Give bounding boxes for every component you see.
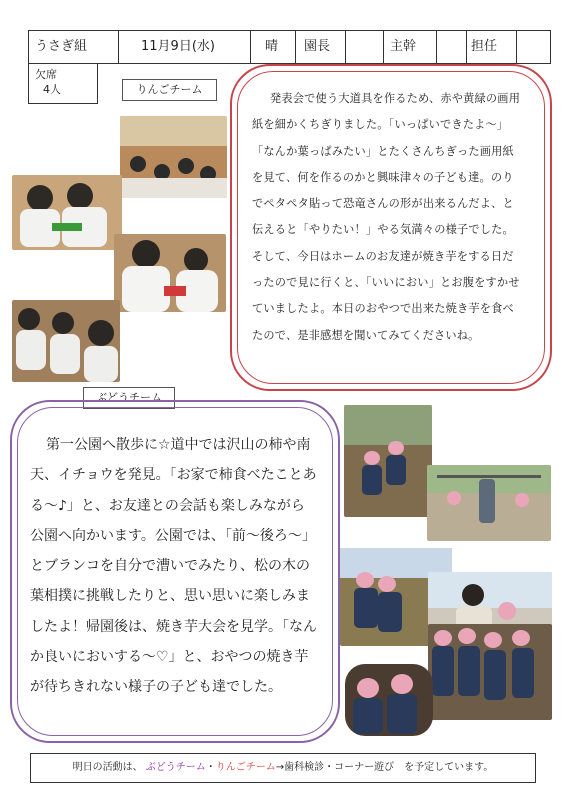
apple-line: 「なんか葉っぱみたい」とたくさんちぎった画用紙 <box>252 144 514 158</box>
apple-line: でペタペタ貼って恐竜さんの形が出来るんだよ、と <box>252 197 514 211</box>
class-name: うさぎ組 <box>29 31 119 63</box>
apple-line: そして、今日はホームのお友達が焼き芋をする日だ <box>252 249 514 263</box>
footer-suffix: →歯科検診・コーナー遊び を予定しています。 <box>275 762 494 773</box>
absence-count: 4人 <box>43 83 61 96</box>
photo-park-path <box>344 405 432 517</box>
apple-team-text <box>252 86 538 349</box>
chief-stamp-box <box>437 31 467 63</box>
footer-prefix: 明日の活動は、 <box>72 762 143 773</box>
teacher-stamp-box <box>517 31 550 63</box>
photo-swings <box>427 465 551 541</box>
footer-separator: ・ <box>205 762 216 773</box>
apple-line: 紙を細かくちぎりました。「いっぱいできたよ～」 <box>252 118 509 132</box>
grape-line: 天、イチョウを発見。「お家で柿食べたことあ <box>30 467 317 484</box>
grape-team-label: ぶどうチーム <box>83 387 175 409</box>
grape-line: か良いにおいする～♡」と、おやつの焼き芋 <box>30 649 309 666</box>
grape-line: したよ！帰園後は、焼き芋大会を見学。「なん <box>30 618 317 635</box>
footer-plan <box>30 753 536 783</box>
apple-line: ったので見に行くと、「いいにおい」とお腹をすかせ <box>252 276 520 290</box>
apple-team-label: りんごチーム <box>122 79 217 101</box>
chief-label: 主幹 <box>384 31 437 63</box>
principal-label: 園長 <box>296 31 346 63</box>
photo-children-tearing-paper <box>12 175 122 250</box>
weather: 晴 <box>251 31 296 63</box>
apple-line: たので、是非感想を聞いてみてくださいね。 <box>252 328 480 342</box>
absence-label: 欠席 <box>35 68 57 81</box>
photo-group-in-park <box>428 624 552 720</box>
footer-apple-team: りんごチーム <box>215 762 276 773</box>
grape-line: 公園へ向かいます。公園では、「前～後ろ～」 <box>30 527 316 544</box>
grape-line: 第一公園へ散歩に☆道中では沢山の柿や南 <box>46 437 311 453</box>
principal-stamp-box <box>346 31 384 63</box>
grape-team-bubble <box>10 400 340 743</box>
photo-boy-with-paper <box>114 234 226 312</box>
grape-line: 葉相撲に挑戦したりと、思い思いに楽しみま <box>30 588 310 605</box>
grape-team-text <box>30 430 328 703</box>
apple-line: 伝えると「やりたい！」やる気満々の様子でした。 <box>252 223 514 237</box>
grape-line: とブランコを自分で漕いでみたり、松の木の <box>30 558 310 575</box>
photo-children-at-table <box>12 300 120 382</box>
footer-grape-team: ぶどうチーム <box>145 762 206 773</box>
apple-line: を見て、何を作るのかと興味津々の子ども達。のり <box>252 170 514 184</box>
teacher-label: 担任 <box>467 31 517 63</box>
header-table <box>28 30 551 64</box>
apple-line: 発表会で使う大道具を作るため、赤や黄緑の画用 <box>270 92 521 105</box>
apple-team-bubble <box>230 64 552 391</box>
grape-line: が待ちきれない様子の子ども達でした。 <box>30 679 282 696</box>
date: 11月9日(水) <box>119 31 251 63</box>
apple-line: ていましたよ。本日のおやつで出来た焼き芋を食べ <box>252 302 514 316</box>
grape-line: る～♪」と、お友達との会話も楽しみながら <box>30 497 305 514</box>
photo-classroom-group <box>120 116 227 198</box>
absence-box <box>28 64 98 104</box>
photo-children-close-up <box>345 664 433 736</box>
